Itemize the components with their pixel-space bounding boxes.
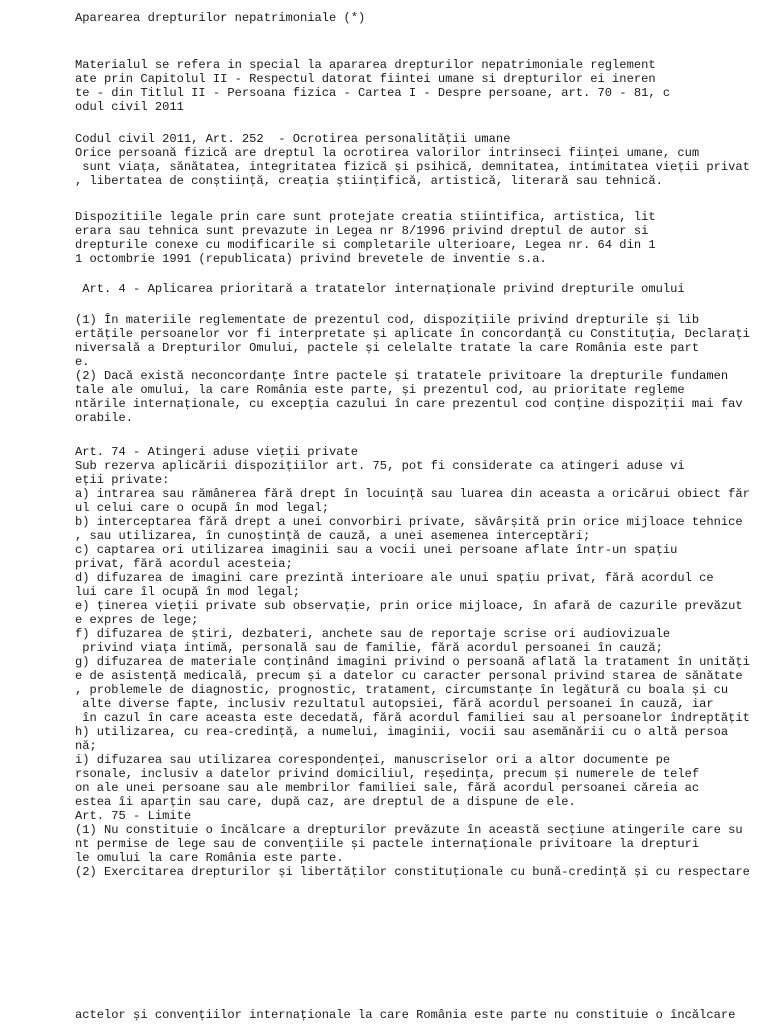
art-74-75-paragraph-line: on ale unei persoane sau ale membrilor familiei sale, fără acordul persoanei căreia ac [75,781,700,795]
art-74-75-paragraph-line: , sau utilizarea, în cunoștință de cauză, a unei asemenea interceptări; [75,529,591,543]
art-74-75-paragraph-line: h) utilizarea, cu rea-credință, a numelui, imaginii, vocii sau asemănării cu o altă persoa [75,725,729,739]
art-74-75-paragraph-line: lui care îl ocupă în mod legal; [75,585,300,599]
art-252-paragraph-line: sunt viața, sănătatea, integritatea fizică și psihică, demnitatea, intimitatea vieții privat [75,160,750,174]
art-74-75-paragraph-line: d) difuzarea de imagini care prezintă interioare ale unui spațiu privat, fără acordul ce [75,571,714,585]
art-74-75-paragraph-line: eții private: [75,473,170,487]
art-74-75-paragraph-line: Art. 75 - Limite [75,809,192,823]
art-74-75-paragraph-line: nă; [75,739,97,753]
legal-provisions-paragraph-line: Dispozitiile legale prin care sunt protejate creatia stiintifica, artistica, lit [75,210,656,224]
art-74-75-paragraph-line: (1) Nu constituie o încălcare a drepturilor prevăzute în această secțiune atingerile care su [75,823,743,837]
art-74-75-paragraph-line: e) ținerea vieții private sub observație, prin orice mijloace, în afară de cazurile prevăzut [75,599,743,613]
intro-paragraph-line: odul civil 2011 [75,100,184,114]
art-74-75-paragraph-line: privind viața intimă, personală sau de familie, fără acordul persoanei în cauză; [75,641,663,655]
art-4-paragraph-line: e. [75,355,90,369]
art-74-75-paragraph-line: , problemele de diagnostic, prognostic, tratament, circumstanțe în legătură cu boala și cu [75,683,729,697]
art-74-75-paragraph-line: estea îi aparțin sau care, după caz, are dreptul de a dispune de ele. [75,795,576,809]
art-74-75-paragraph-line: alte diverse fapte, inclusiv rezultatul autopsiei, fără acordul persoanei în cauză, iar [75,697,714,711]
legal-provisions-paragraph-line: 1 octombrie 1991 (republicata) privind brevetele de inventie s.a. [75,252,547,266]
intro-paragraph-line: ate prin Capitolul II - Respectul datorat fiintei umane si drepturilor ei ineren [75,72,656,86]
art-74-75-paragraph-line: i) difuzarea sau utilizarea corespondenței, manuscriselor ori a altor documente pe [75,753,671,767]
art-74-75-paragraph-line: Art. 74 - Atingeri aduse vieții private [75,445,359,459]
art-252-paragraph-line: Orice persoană fizică are dreptul la ocrotirea valorilor intrinseci ființei umane, cum [75,146,700,160]
art-4-paragraph-line: tale ale omului, la care România este parte, și prezentul cod, au prioritate regleme [75,383,685,397]
art-4-paragraph-line: niversală a Drepturilor Omului, pactele și celelalte tratate la care România este part [75,341,700,355]
art-4-paragraph-line: orabile. [75,411,134,425]
art-74-75-paragraph-line: e de asistență medicală, precum și a datelor cu caracter personal privind starea de sănătate [75,669,743,683]
art-74-75-paragraph-line: b) interceptarea fără drept a unei convorbiri private, săvârșită prin orice mijloace tehnice [75,515,743,529]
art-74-75-paragraph-line: g) difuzarea de materiale conținând imagini privind o persoană aflată la tratament în unități [75,655,750,669]
art-74-75-paragraph-line: e expres de lege; [75,613,199,627]
art-74-75-paragraph-line: c) captarea ori utilizarea imaginii sau a vocii unei persoane aflate într-un spațiu [75,543,678,557]
art-74-75-paragraph-line: (2) Exercitarea drepturilor și libertăților constituționale cu bună-credință și cu respectare [75,865,750,879]
art-74-75-paragraph-line: rsonale, inclusiv a datelor privind domiciliul, reședința, precum și numerele de telef [75,767,700,781]
art-74-75-paragraph-line: privat, fără acordul acesteia; [75,557,293,571]
art-4-paragraph-line: ntările internaționale, cu excepția cazului în care prezentul cod conține dispoziții mai fav [75,397,743,411]
intro-paragraph-line: Materialul se refera in special la apararea drepturilor nepatrimoniale reglement [75,58,656,72]
art-4-paragraph-line: (1) În materiile reglementate de prezentul cod, dispozițiile privind drepturile și lib [75,313,700,327]
art-74-75-paragraph-line: f) difuzarea de știri, dezbateri, anchete sau de reportaje scrise ori audiovizuale [75,627,671,641]
art-74-75-paragraph-line: Sub rezerva aplicării dispozițiilor art. 75, pot fi considerate ca atingeri aduse vi [75,459,685,473]
art-252-paragraph-line: Codul civil 2011, Art. 252 - Ocrotirea personalității umane [75,132,511,146]
art-74-75-paragraph-line: a) intrarea sau rămânerea fără drept în locuință sau luarea din aceasta a oricărui obiect făr [75,487,750,501]
document-title: Aparearea drepturilor nepatrimoniale (*) [75,11,366,25]
bottom-paragraph-line: actelor și convențiilor internaționale la care România este parte nu constituie o încălcare [75,1008,736,1022]
art-74-75-paragraph-line: ul celui care o ocupă în mod legal; [75,501,330,515]
art-74-75-paragraph-line: în cazul în care aceasta este decedată, fără acordul familiei sau al persoanelor îndreptățit [75,711,750,725]
art-4-paragraph-line: (2) Dacă există neconcordanțe între pactele și tratatele privitoare la drepturile fundamen [75,369,729,383]
art-74-75-paragraph-line: le omului la care România este parte. [75,851,344,865]
intro-paragraph-line: te - din Titlul II - Persoana fizica - Cartea I - Despre persoane, art. 70 - 81, c [75,86,671,100]
art-4-paragraph-line: ertățile persoanelor vor fi interpretate și aplicate în concordanță cu Constituția, Declarați [75,327,750,341]
legal-provisions-paragraph-line: erara sau tehnica sunt prevazute in Legea nr 8/1996 privind dreptul de autor si [75,224,649,238]
art-4-heading-line: Art. 4 - Aplicarea prioritară a tratatelor internaționale privind drepturile omului [75,282,685,296]
legal-provisions-paragraph-line: drepturile conexe cu modificarile si completarile ulterioare, Legea nr. 64 din 1 [75,238,656,252]
art-252-paragraph-line: , libertatea de conștiință, creația științifică, artistică, literară sau tehnică. [75,174,663,188]
art-74-75-paragraph-line: nt permise de lege sau de convențiile și pactele internaționale privitoare la drepturi [75,837,700,851]
